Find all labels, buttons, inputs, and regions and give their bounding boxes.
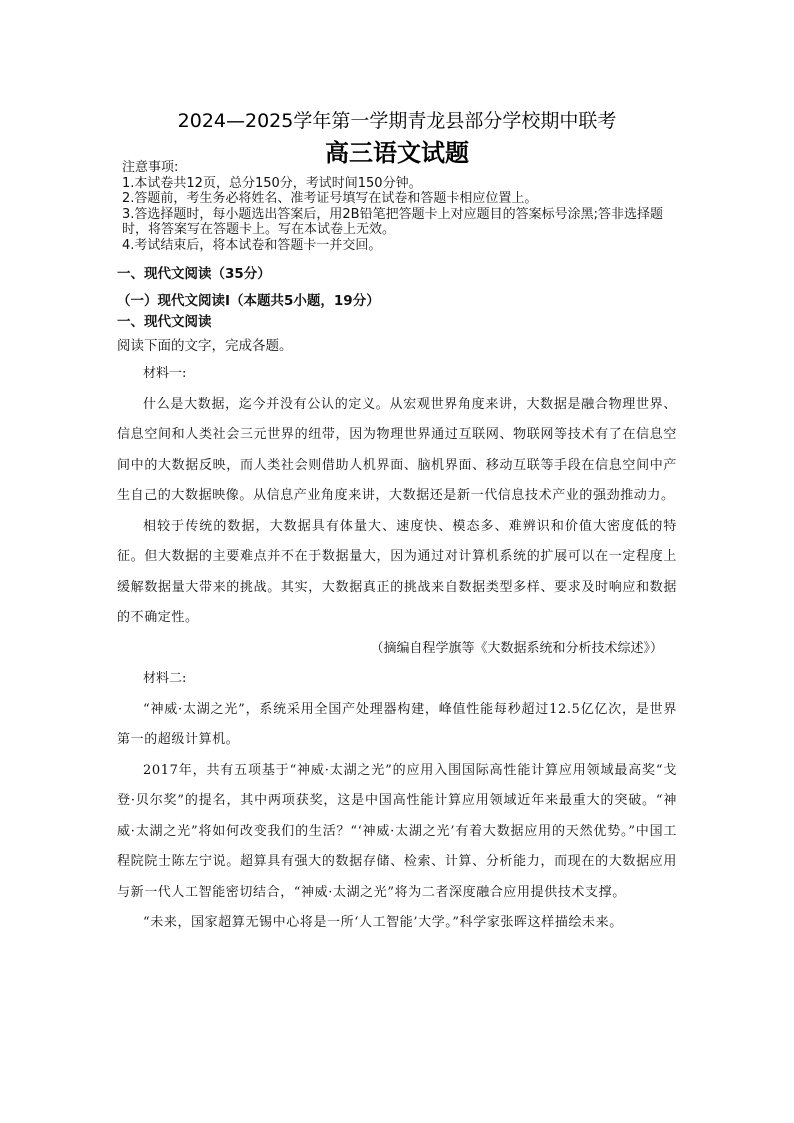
notice-item: 4.考试结束后，将本试卷和答题卡一并交回。	[122, 237, 382, 253]
material-1-source: （摘编自程学旗等《大数据系统和分析技术综述》）	[370, 640, 663, 656]
material-1-paragraph: 什么是大数据，迄今并没有公认的定义。从宏观世界角度来讲，大数据是融合物理世界、信息空间和人类社会三元世界的纽带，因为物理世界通过互联网、物联网等技术有了在信息空间中的大数据反映，而人类社会则借助人机界面、脑机界面、移动互联等手段在信息空间中产生自己的大数据映像。从信息产业角度来讲，大数据还是新一代信息技术产业的强劲推动力。	[117, 396, 677, 503]
material-1-paragraph: 相较于传统的数据，大数据具有体量大、速度快、模态多、难辨识和价值大密度低的特征。但大数据的主要难点并不在于数据量大，因为通过对计算机系统的扩展可以在一定程度上缓解数据量大带来的挑战。其实，大数据真正的挑战来自数据类型多样、要求及时响应和数据的不确定性。	[117, 518, 677, 625]
notice-item: 1.本试卷共12页，总分150分，考试时间150分钟。	[122, 175, 422, 191]
material-1-label: 材料一:	[143, 366, 187, 381]
notice-item: 3.答选择题时，每小题选出答案后，用2B铅笔把答题卡上对应题目的答案标号涂黑;答非选择题时，将答案写在答题卡上。写在本试卷上无效。	[122, 206, 663, 237]
reading-instruction: 阅读下面的文字，完成各题。	[117, 338, 293, 354]
section-heading-2: （一）现代文阅读Ⅰ（本题共5小题，19分）	[117, 293, 380, 309]
material-2-paragraph: “未来，国家超算无锡中心将是一所‘人工智能’大学。”科学家张晖这样描绘未来。	[143, 915, 623, 930]
reading-passage	[117, 359, 677, 939]
exam-subtitle: 高三语文试题	[325, 139, 469, 167]
section-heading-3: 一、现代文阅读	[117, 314, 212, 330]
notice-item: 2.答题前，考生务必将姓名、准考证号填写在试卷和答题卡相应位置上。	[122, 191, 538, 206]
notice-block	[122, 160, 682, 253]
material-2-label: 材料二:	[143, 671, 187, 686]
section-heading-1: 一、现代文阅读（35分）	[117, 266, 271, 282]
material-2-paragraph: 2017年，共有五项基于“神威·太湖之光”的应用入围国际高性能计算应用领域最高奖“戈登·贝尔奖”的提名，其中两项获奖，这是中国高性能计算应用领域近年来最重大的突破。“神威·太湖之光”将如何改变我们的生活？“‘神威·太湖之光’有着大数据应用的天然优势。”中国工程院院士陈左宁说。超算具有强大的数据存储、检索、计算、分析能力，而现在的大数据应用与新一代人工智能密切结合，“神威·太湖之光”将为二者深度融合应用提供技术支撑。	[117, 762, 677, 900]
material-2-paragraph: “神威·太湖之光”，系统采用全国产处理器构建，峰值性能每秒超过12.5亿亿次，是世界第一的超级计算机。	[117, 701, 677, 747]
notice-heading: 注意事项:	[122, 160, 179, 175]
exam-title: 2024—2025学年第一学期青龙县部分学校期中联考	[177, 110, 617, 132]
